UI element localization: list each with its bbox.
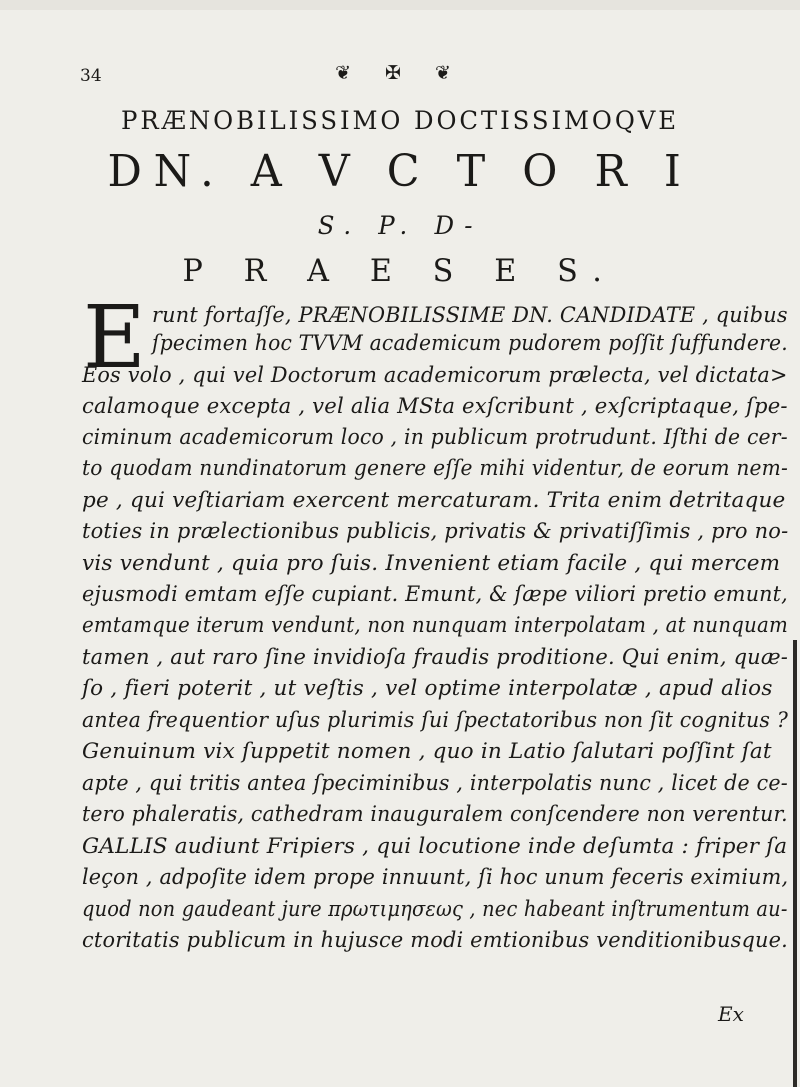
- body-line: ſpecimen hoc TVVM academicum pudorem poſſit ſuffundere.: [152, 331, 788, 356]
- dedication-line-3: S. P. D-: [317, 211, 483, 240]
- body-line: toties in prælectionibus publicis, privatis & privatiſſimis , pro no-: [82, 519, 789, 544]
- dedication-line-1: PRÆNOBILISSIMO DOCTISSIMOQVE: [120, 106, 679, 135]
- page-number: 34: [80, 66, 102, 86]
- body-line: leçon , adpoſite idem prope innuunt, ſi hoc unum feceris eximium,: [82, 865, 789, 890]
- body-line: quod non gaudeant jure πρωτιμησεως , nec habeant inſtrumentum au-: [82, 897, 788, 922]
- body-line: ctoritatis publicum in hujusce modi emtionibus venditionibusque.: [82, 928, 788, 953]
- dedication-line-2: DN. A V C T O R I: [107, 146, 693, 197]
- catchword: Ex: [718, 1002, 744, 1026]
- drop-initial: E: [83, 288, 146, 388]
- header-ornament: ❦ ✠ ❦: [335, 62, 465, 84]
- body-line: apte , qui tritis antea ſpeciminibus , interpolatis nunc , licet de ce-: [82, 771, 788, 796]
- dedication-line-4: P R A E S E S.: [182, 253, 618, 289]
- body-line: ſo , fieri poterit , ut veſtis , vel optime interpolatæ , apud alios: [82, 676, 773, 701]
- body-line: calamoque excepta , vel alia MSta exſcribunt , exſcriptaque, ſpe-: [82, 394, 788, 419]
- page-top-edge: [0, 0, 800, 10]
- body-line: Genuinum vix ſuppetit nomen , quo in Latio ſalutari poſſint ſat: [82, 739, 772, 764]
- body-line: tero phaleratis, cathedram inauguralem conſcendere non verentur.: [82, 802, 788, 827]
- body-line: GALLIS audiunt Fripiers , qui locutione inde deſumta : friper ſa: [82, 834, 788, 859]
- body-line: emtamque iterum vendunt, non nunquam interpolatam , at nunquam: [82, 613, 789, 638]
- body-line: ciminum academicorum loco , in publicum protrudunt. Iſthi de cer-: [82, 425, 788, 450]
- page-binding-edge: [793, 640, 797, 1087]
- body-line: antea frequentior uſus plurimis ſui ſpectatoribus non ſit cognitus ?: [82, 708, 789, 733]
- body-line: ejusmodi emtam eſſe cupiant. Emunt, & ſæpe viliori pretio emunt,: [82, 582, 788, 607]
- body-line: to quodam nundinatorum genere eſſe mihi videntur, de eorum nem-: [82, 456, 789, 481]
- body-line: Eos volo , qui vel Doctorum academicorum prælecta, vel dictata>: [82, 363, 788, 388]
- body-line: tamen , aut raro ſine invidioſa fraudis proditione. Qui enim, quæ-: [82, 645, 789, 670]
- body-line: pe , qui veſtiariam exercent mercaturam. Trita enim detritaque: [82, 488, 786, 513]
- body-line: runt fortaſſe, PRÆNOBILISSIME DN. CANDIDATE , quibus: [152, 303, 788, 328]
- body-line: vis vendunt , quia pro ſuis. Invenient etiam facile , qui mercem: [82, 551, 781, 576]
